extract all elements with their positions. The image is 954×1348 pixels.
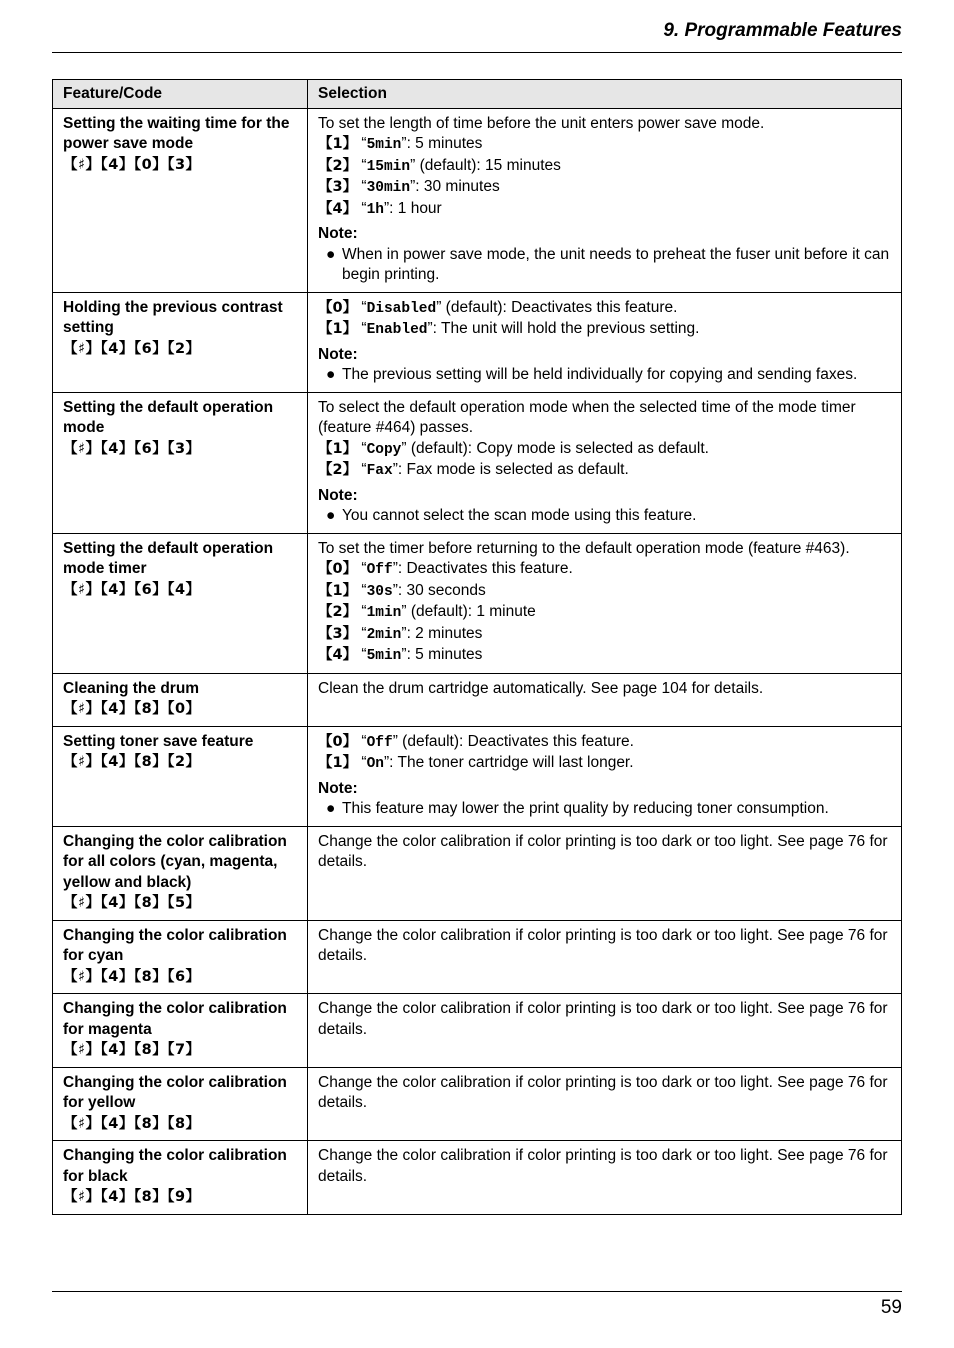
note-label: Note: bbox=[318, 225, 358, 242]
feature-name: Holding the previous contrast setting bbox=[63, 298, 283, 336]
option-value: On bbox=[366, 756, 384, 772]
quote-close: ” bbox=[392, 461, 398, 478]
option-key: 【0】 bbox=[318, 733, 358, 750]
option-value: 5min bbox=[366, 137, 402, 153]
option-line bbox=[318, 134, 891, 156]
table-row bbox=[53, 108, 902, 292]
table-row bbox=[53, 392, 902, 533]
option-value: Copy bbox=[366, 441, 402, 458]
feature-cell bbox=[53, 1141, 308, 1215]
quote-close: ” bbox=[392, 732, 398, 750]
quote-close: ” bbox=[401, 624, 407, 642]
option-key: 【3】 bbox=[318, 625, 358, 642]
option-value: 1min bbox=[366, 605, 402, 621]
selection-intro: Change the color calibration if color printing is too dark or too light. See page 76 for details. bbox=[318, 1147, 888, 1185]
quote-close: ” bbox=[436, 298, 442, 316]
feature-code: 【♯】【4】【8】【7】 bbox=[63, 1042, 201, 1058]
selection-cell bbox=[308, 994, 902, 1068]
option-description: (default): Copy mode is selected as default. bbox=[406, 439, 709, 457]
option-line bbox=[318, 602, 891, 624]
option-key: 【1】 bbox=[318, 321, 358, 337]
selection-cell bbox=[308, 920, 902, 994]
feature-name: Setting the default operation mode timer bbox=[63, 539, 274, 577]
table-row bbox=[53, 673, 902, 726]
option-value: Off bbox=[366, 734, 393, 751]
option-key: 【0】 bbox=[318, 299, 358, 316]
bullet-icon: ● bbox=[326, 245, 336, 263]
option-line bbox=[318, 439, 891, 461]
feature-cell bbox=[53, 726, 308, 826]
header-rule bbox=[52, 52, 902, 53]
note-label: Note: bbox=[318, 345, 358, 363]
selection-cell bbox=[308, 533, 902, 673]
table-row bbox=[53, 994, 902, 1068]
option-description: : The toner cartridge will last longer. bbox=[389, 754, 634, 771]
quote-open: “ bbox=[361, 732, 367, 750]
feature-cell bbox=[53, 1067, 308, 1141]
quote-close: ” bbox=[392, 560, 398, 577]
feature-code: 【♯】【4】【6】【4】 bbox=[63, 581, 201, 598]
option-description: : 1 hour bbox=[389, 199, 442, 217]
selection-intro: To set the timer before returning to the default operation mode (feature #463). bbox=[318, 539, 850, 557]
note-text: You cannot select the scan mode using this feature. bbox=[342, 507, 697, 524]
quote-close: ” bbox=[383, 199, 390, 217]
option-key: 【2】 bbox=[318, 157, 358, 174]
option-description: : Fax mode is selected as default. bbox=[397, 461, 629, 478]
note-bullet bbox=[318, 245, 891, 286]
option-value: Disabled bbox=[366, 300, 437, 317]
option-description: : 30 minutes bbox=[415, 178, 500, 195]
option-description: : 5 minutes bbox=[406, 135, 483, 152]
selection-intro: Change the color calibration if color printing is too dark or too light. See page 76 for details. bbox=[318, 832, 888, 870]
feature-name: Changing the color calibration for cyan bbox=[63, 926, 287, 964]
quote-close: ” bbox=[410, 156, 416, 174]
feature-code: 【♯】【4】【8】【9】 bbox=[63, 1189, 201, 1205]
quote-close: ” bbox=[401, 135, 407, 152]
selection-cell bbox=[308, 1067, 902, 1141]
quote-open: “ bbox=[361, 199, 367, 217]
option-line bbox=[318, 559, 891, 581]
quote-open: “ bbox=[361, 560, 367, 577]
option-line bbox=[318, 581, 891, 603]
feature-code: 【♯】【4】【6】【3】 bbox=[63, 440, 201, 457]
option-value: Fax bbox=[366, 463, 393, 479]
selection-cell bbox=[308, 108, 902, 292]
quote-open: “ bbox=[361, 156, 367, 174]
table-row bbox=[53, 1067, 902, 1141]
page-number: 59 bbox=[880, 1297, 902, 1318]
feature-code: 【♯】【4】【8】【6】 bbox=[63, 968, 201, 985]
option-description: (default): 1 minute bbox=[406, 603, 536, 620]
column-header-feature: Feature/Code bbox=[53, 80, 308, 109]
quote-open: “ bbox=[361, 603, 367, 620]
option-value: 2min bbox=[366, 626, 402, 643]
feature-name: Changing the color calibration for black bbox=[63, 1147, 287, 1185]
quote-open: “ bbox=[361, 298, 367, 316]
selection-intro: Change the color calibration if color printing is too dark or too light. See page 76 for details. bbox=[318, 926, 888, 964]
feature-table bbox=[52, 79, 902, 1215]
selection-intro: To select the default operation mode when the selected time of the mode timer (feature #464) passes. bbox=[318, 398, 856, 436]
option-line bbox=[318, 753, 891, 775]
option-description: : 30 seconds bbox=[397, 581, 486, 599]
option-key: 【4】 bbox=[318, 200, 358, 217]
quote-close: ” bbox=[410, 178, 416, 195]
selection-intro: Clean the drum cartridge automatically. See page 104 for details. bbox=[318, 679, 764, 697]
option-line bbox=[318, 156, 891, 178]
footer-rule bbox=[52, 1291, 902, 1292]
option-key: 【2】 bbox=[318, 462, 358, 478]
table-row bbox=[53, 826, 902, 920]
feature-cell bbox=[53, 826, 308, 920]
option-line bbox=[318, 298, 891, 320]
option-description: (default): Deactivates this feature. bbox=[441, 298, 678, 316]
quote-open: “ bbox=[361, 624, 367, 642]
table-row bbox=[53, 533, 902, 673]
quote-open: “ bbox=[361, 581, 367, 599]
column-header-selection: Selection bbox=[308, 80, 902, 109]
option-line bbox=[318, 177, 891, 199]
table-header-row bbox=[53, 80, 902, 109]
option-key: 【2】 bbox=[318, 604, 358, 620]
feature-name: Changing the color calibration for yellow bbox=[63, 1073, 287, 1111]
option-line bbox=[318, 624, 891, 646]
note-bullet bbox=[318, 365, 891, 386]
table-body bbox=[53, 108, 902, 1214]
feature-cell bbox=[53, 673, 308, 726]
feature-code: 【♯】【4】【0】【3】 bbox=[63, 156, 201, 173]
feature-cell bbox=[53, 108, 308, 292]
option-key: 【4】 bbox=[318, 647, 358, 663]
feature-code: 【♯】【4】【6】【2】 bbox=[63, 340, 201, 357]
selection-intro: Change the color calibration if color printing is too dark or too light. See page 76 for details. bbox=[318, 1000, 888, 1038]
selection-intro: To set the length of time before the unit enters power save mode. bbox=[318, 114, 765, 132]
feature-cell bbox=[53, 292, 308, 392]
feature-code: 【♯】【4】【8】【0】 bbox=[63, 701, 201, 717]
option-line bbox=[318, 199, 891, 221]
option-value: Enabled bbox=[366, 322, 428, 338]
bullet-icon: ● bbox=[326, 507, 336, 524]
note-label: Note: bbox=[318, 779, 358, 797]
quote-open: “ bbox=[361, 754, 367, 771]
feature-name: Setting toner save feature bbox=[63, 732, 254, 750]
quote-close: ” bbox=[383, 754, 390, 771]
selection-intro: Change the color calibration if color printing is too dark or too light. See page 76 for details. bbox=[318, 1073, 888, 1111]
option-description: : 5 minutes bbox=[406, 646, 483, 663]
option-description: : Deactivates this feature. bbox=[397, 560, 573, 577]
option-key: 【1】 bbox=[318, 582, 358, 599]
quote-open: “ bbox=[361, 320, 367, 337]
option-line bbox=[318, 460, 891, 482]
quote-close: ” bbox=[401, 603, 407, 620]
option-line bbox=[318, 732, 891, 754]
option-line bbox=[318, 645, 891, 667]
feature-cell bbox=[53, 920, 308, 994]
option-value: Off bbox=[366, 562, 393, 578]
option-key: 【3】 bbox=[318, 179, 358, 195]
feature-code: 【♯】【4】【8】【2】 bbox=[63, 754, 201, 770]
note-text: When in power save mode, the unit needs to preheat the fuser unit before it can begin printing. bbox=[342, 245, 890, 283]
quote-open: “ bbox=[361, 439, 367, 457]
feature-cell bbox=[53, 392, 308, 533]
table-row bbox=[53, 920, 902, 994]
feature-name: Setting the default operation mode bbox=[63, 398, 274, 436]
option-value: 15min bbox=[366, 158, 411, 175]
bullet-icon: ● bbox=[326, 800, 336, 817]
selection-cell bbox=[308, 392, 902, 533]
quote-open: “ bbox=[361, 178, 367, 195]
option-key: 【0】 bbox=[318, 561, 358, 577]
feature-code: 【♯】【4】【8】【8】 bbox=[63, 1115, 201, 1132]
note-label: Note: bbox=[318, 486, 358, 504]
option-line bbox=[318, 319, 891, 341]
quote-open: “ bbox=[361, 461, 367, 478]
option-value: 30min bbox=[366, 180, 411, 196]
bullet-icon: ● bbox=[326, 366, 336, 383]
table-row bbox=[53, 1141, 902, 1215]
selection-cell bbox=[308, 673, 902, 726]
note-text: The previous setting will be held individually for copying and sending faxes. bbox=[342, 366, 858, 383]
option-description: : 2 minutes bbox=[406, 624, 483, 642]
quote-close: ” bbox=[392, 581, 398, 599]
table-row bbox=[53, 726, 902, 826]
option-key: 【1】 bbox=[318, 440, 358, 457]
option-value: 5min bbox=[366, 648, 402, 664]
feature-cell bbox=[53, 533, 308, 673]
quote-close: ” bbox=[401, 439, 407, 457]
quote-open: “ bbox=[361, 646, 367, 663]
option-description: : The unit will hold the previous setting. bbox=[432, 320, 700, 337]
note-bullet bbox=[318, 799, 891, 820]
option-value: 1h bbox=[366, 201, 384, 218]
note-bullet bbox=[318, 506, 891, 527]
quote-close: ” bbox=[401, 646, 407, 663]
feature-code: 【♯】【4】【8】【5】 bbox=[63, 895, 201, 911]
selection-cell bbox=[308, 826, 902, 920]
feature-name: Changing the color calibration for magenta bbox=[63, 1000, 287, 1038]
option-value: 30s bbox=[366, 583, 393, 600]
selection-cell bbox=[308, 726, 902, 826]
feature-name: Changing the color calibration for all colors (cyan, magenta, yellow and black) bbox=[63, 832, 287, 891]
feature-name: Setting the waiting time for the power save mode bbox=[63, 114, 290, 152]
option-description: (default): 15 minutes bbox=[415, 156, 561, 174]
table-row bbox=[53, 292, 902, 392]
quote-close: ” bbox=[427, 320, 433, 337]
section-title: 9. Programmable Features bbox=[663, 20, 902, 41]
feature-cell bbox=[53, 994, 308, 1068]
selection-cell bbox=[308, 292, 902, 392]
feature-name: Cleaning the drum bbox=[63, 679, 200, 697]
selection-cell bbox=[308, 1141, 902, 1215]
note-text: This feature may lower the print quality by reducing toner consumption. bbox=[342, 800, 829, 817]
option-key: 【1】 bbox=[318, 136, 358, 152]
quote-open: “ bbox=[361, 135, 367, 152]
option-key: 【1】 bbox=[318, 755, 358, 771]
option-description: (default): Deactivates this feature. bbox=[397, 732, 634, 750]
